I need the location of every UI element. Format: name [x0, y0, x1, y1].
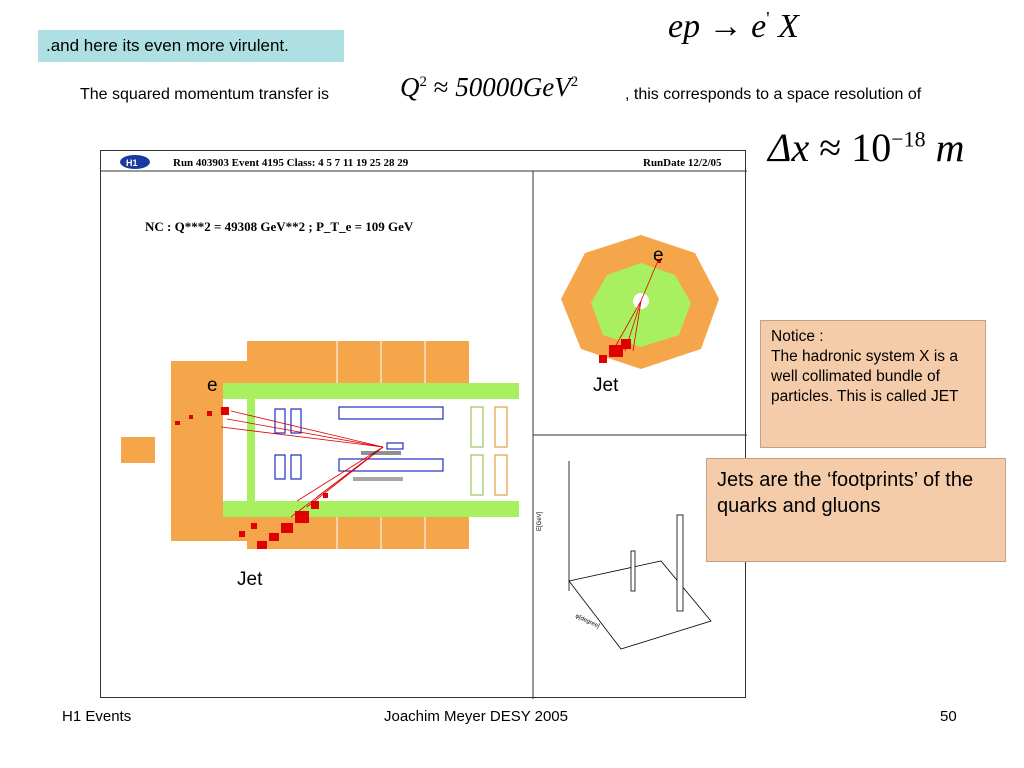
process-prime: ': [766, 8, 770, 30]
nc-info: NC : Q***2 = 49308 GeV**2 ; P_T_e = 109 GeV: [145, 219, 414, 234]
process-x: X: [778, 8, 799, 45]
label-jet-side: Jet: [237, 569, 263, 590]
label-jet-front: Jet: [593, 375, 619, 396]
resolution-text: , this corresponds to a space resolution of: [625, 86, 922, 103]
notice-title: Notice :: [771, 328, 824, 345]
process-lhs: ep: [668, 8, 701, 45]
footer-left: H1 Events: [62, 708, 132, 725]
lego-axis-label: φ[degree]: [574, 613, 601, 630]
event-display: [100, 150, 746, 698]
lego-z-label: E[GeV]: [537, 511, 543, 531]
event-header-date: RunDate 12/2/05: [643, 157, 722, 169]
q2-symbol: Q: [400, 72, 420, 102]
process-formula: [668, 8, 799, 46]
label-e-side: e: [207, 375, 218, 396]
dx-base: 10: [851, 125, 892, 170]
dx-formula: [768, 124, 965, 171]
banner: .and here its even more virulent.: [38, 30, 344, 62]
q2-unit-exponent: 2: [570, 74, 579, 90]
process-rhs: e: [751, 8, 767, 45]
dx-unit: m: [935, 125, 965, 170]
dx-exponent: −18: [891, 126, 926, 152]
h1-logo-icon: [120, 155, 150, 169]
notice-body: The hadronic system X is a well collimated bundle of particles. This is called JET: [771, 348, 959, 405]
footer-center: Joachim Meyer DESY 2005: [384, 708, 568, 725]
q2-exponent: 2: [419, 74, 427, 90]
side-view-calorimeter: [121, 341, 523, 549]
jets-callout: Jets are the ‘footprints’ of the quarks and gluons: [706, 458, 1006, 562]
event-display-svg: [101, 151, 747, 699]
q2-formula: [400, 72, 578, 103]
dx-approx: ≈: [819, 125, 842, 170]
dx-symbol: Δx: [768, 125, 810, 170]
q2-intro-text: The squared momentum transfer is: [80, 86, 329, 103]
svg-text:H1: H1: [126, 158, 138, 168]
process-arrow: →: [708, 8, 743, 45]
event-header-run: Run 403903 Event 4195 Class: 4 5 7 11 19 25 28 29: [173, 157, 409, 169]
q2-approx: ≈: [433, 72, 449, 102]
front-view: [561, 235, 719, 369]
lego-plot: [537, 461, 711, 649]
q2-value: 50000GeV: [455, 72, 571, 102]
notice-box: [760, 320, 986, 448]
page-number: 50: [940, 708, 957, 725]
label-e-front: e: [653, 245, 664, 266]
